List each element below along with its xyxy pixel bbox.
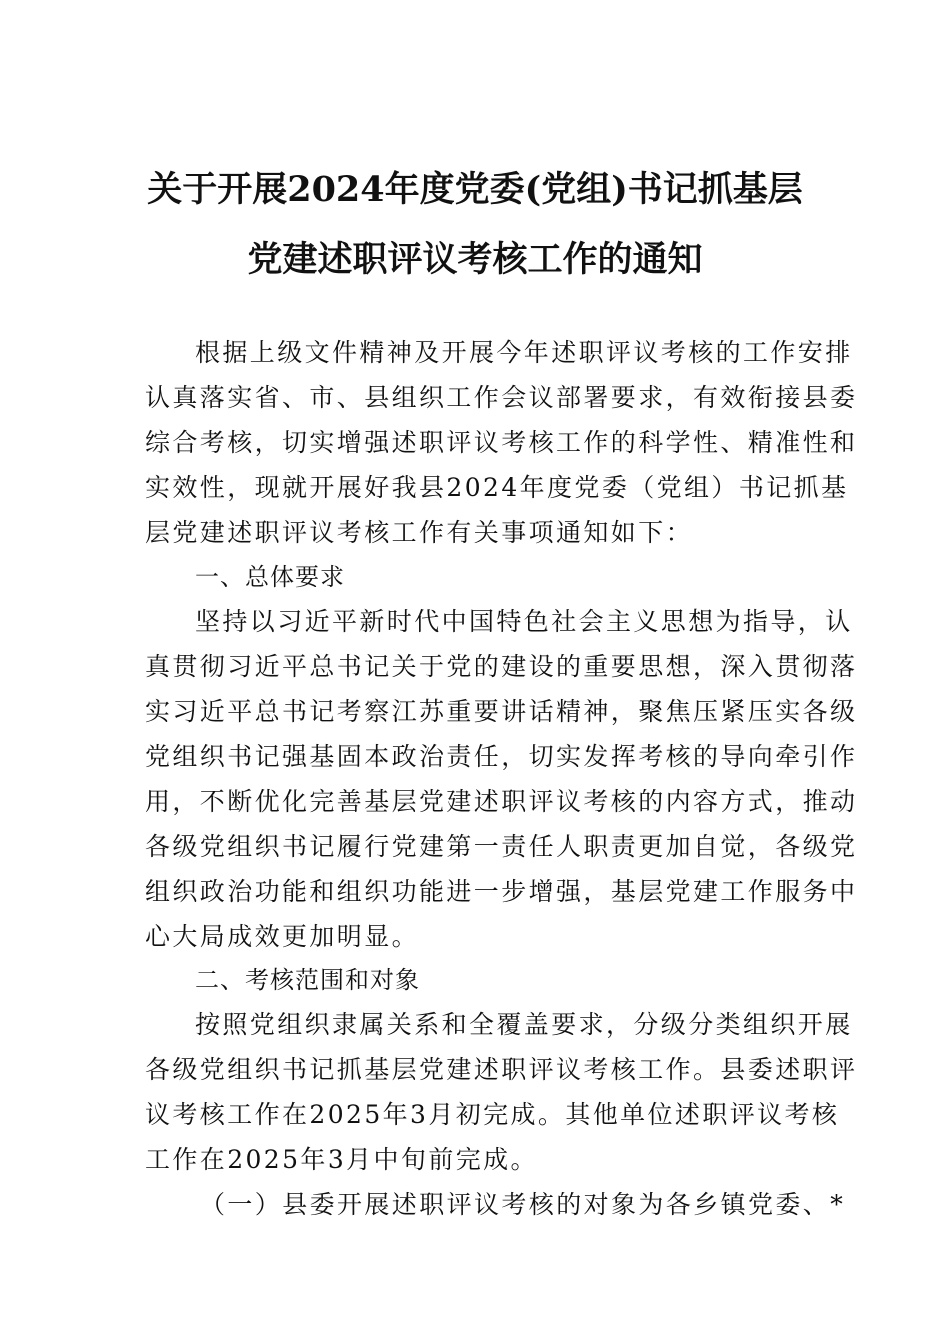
document-title-line-1: 关于开展2024年度党委(党组)书记抓基层 — [147, 169, 803, 210]
section-heading: 一、总体要求 — [195, 563, 345, 591]
paragraph-line: 实效性，现就开展好我县2024年度党委（党组）书记抓基 — [145, 473, 849, 502]
paragraph-line: （一）县委开展述职评议考核的对象为各乡镇党委、* — [200, 1190, 846, 1219]
paragraph-line: 工作在2025年3月中旬前完成。 — [145, 1145, 538, 1174]
paragraph-line: 各级党组织书记抓基层党建述职评议考核工作。县委述职评 — [145, 1055, 858, 1084]
paragraph-line: 各级党组织书记履行党建第一责任人职责更加自觉，各级党 — [145, 832, 858, 861]
paragraph-line: 实习近平总书记考察江苏重要讲话精神，聚焦压紧压实各级 — [145, 697, 858, 726]
paragraph-line: 用，不断优化完善基层党建述职评议考核的内容方式，推动 — [145, 787, 858, 816]
paragraph-line: 层党建述职评议考核工作有关事项通知如下： — [145, 518, 694, 547]
paragraph-line: 认真落实省、市、县组织工作会议部署要求，有效衔接县委 — [145, 383, 858, 412]
paragraph-line: 按照党组织隶属关系和全覆盖要求，分级分类组织开展 — [195, 1010, 853, 1039]
paragraph-line: 真贯彻习近平总书记关于党的建设的重要思想，深入贯彻落 — [145, 652, 858, 681]
section-heading: 二、考核范围和对象 — [195, 966, 420, 994]
paragraph-line: 党组织书记强基固本政治责任，切实发挥考核的导向牵引作 — [145, 742, 858, 771]
paragraph-line: 心大局成效更加明显。 — [145, 922, 420, 951]
paragraph-line: 综合考核，切实增强述职评议考核工作的科学性、精准性和 — [145, 428, 858, 457]
paragraph-line: 坚持以习近平新时代中国特色社会主义思想为指导，认 — [195, 607, 853, 636]
document-title-line-2: 党建述职评议考核工作的通知 — [247, 239, 703, 280]
paragraph-line: 议考核工作在2025年3月初完成。其他单位述职评议考核 — [145, 1100, 840, 1129]
paragraph-line: 组织政治功能和组织功能进一步增强，基层党建工作服务中 — [145, 877, 858, 906]
paragraph-line: 根据上级文件精神及开展今年述职评议考核的工作安排 — [195, 338, 853, 367]
